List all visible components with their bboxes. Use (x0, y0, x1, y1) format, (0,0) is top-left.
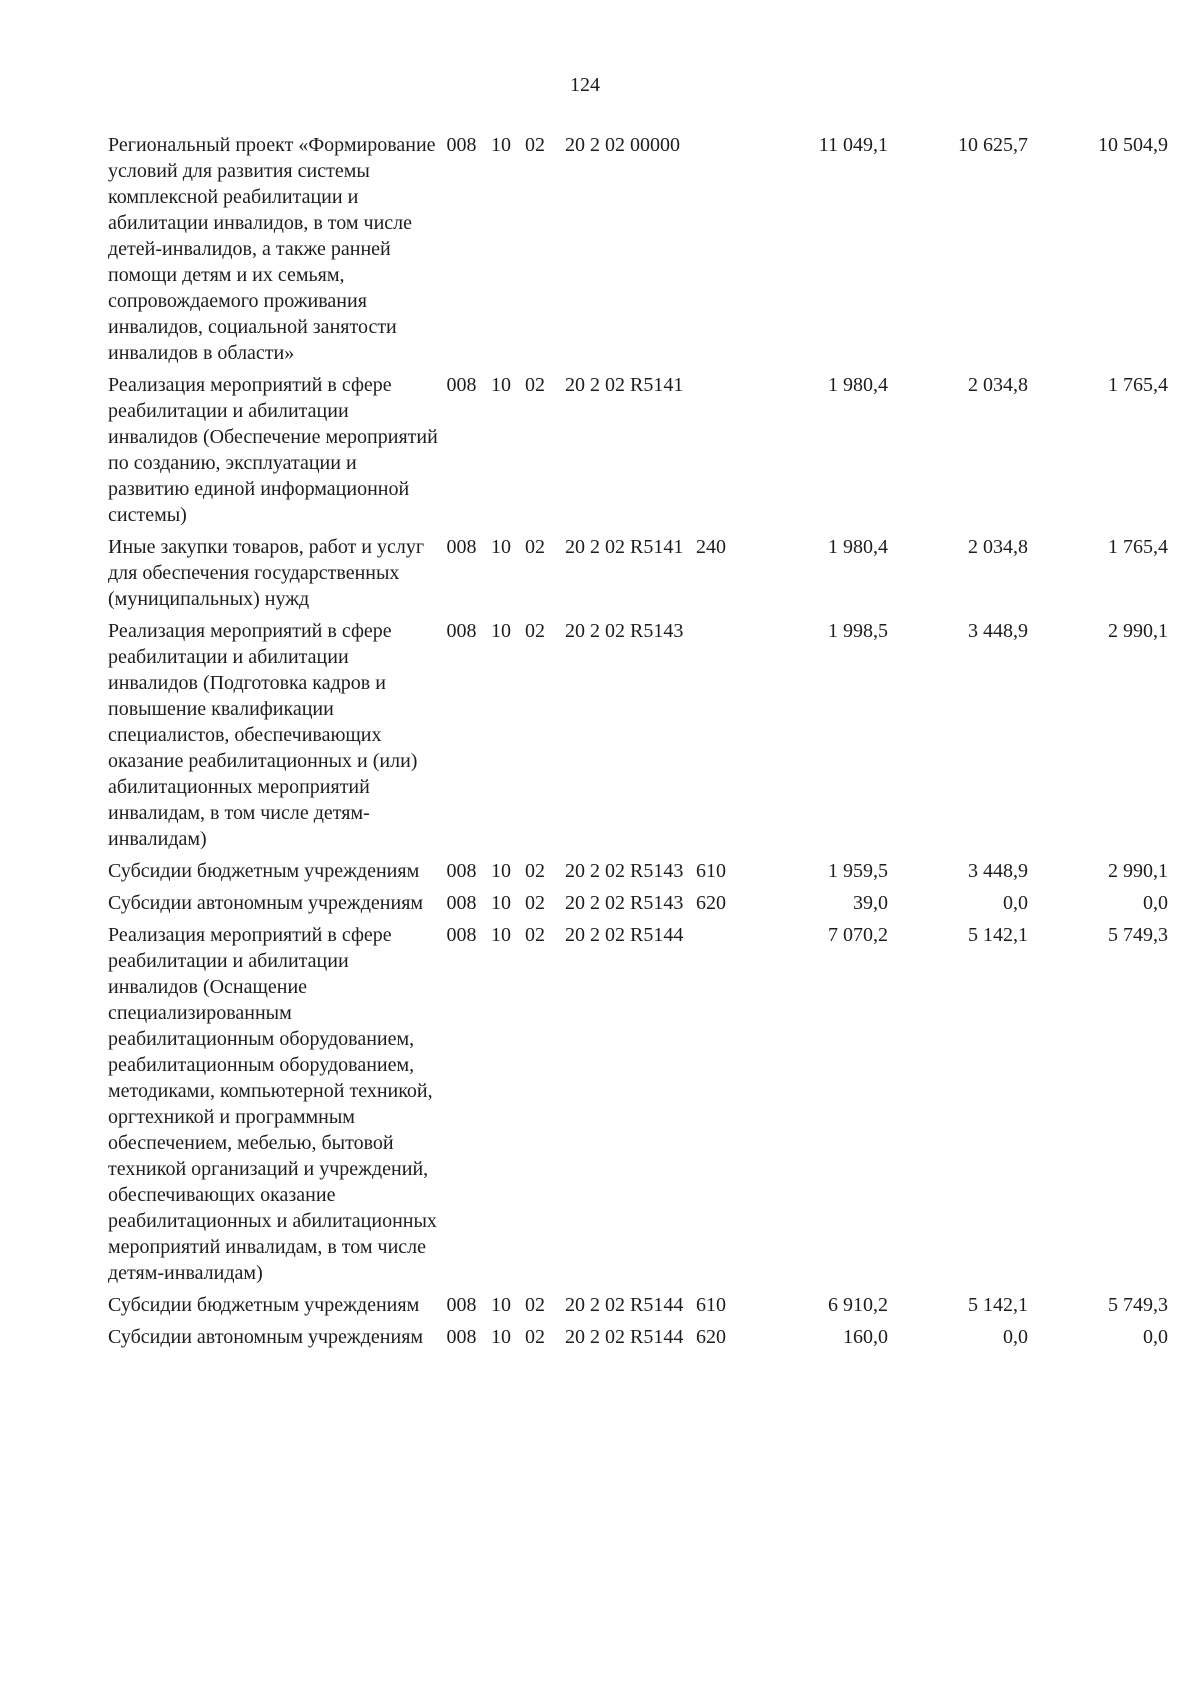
table-row (108, 1324, 1173, 1350)
amount-year-1: 160,0 (843, 1326, 888, 1348)
ministry-code: 008 (446, 134, 477, 156)
amount-year-3: 1 765,4 (1108, 536, 1168, 558)
table-row (108, 534, 1173, 612)
target-article-code: 20 2 02 R5143 (565, 860, 684, 882)
ministry-code: 008 (446, 1294, 477, 1316)
section-code: 10 (491, 1326, 511, 1348)
expense-type-code: 620 (696, 892, 726, 914)
section-code: 10 (491, 134, 511, 156)
amount-year-1: 1 998,5 (828, 620, 888, 642)
ministry-code: 008 (446, 374, 477, 396)
table-row (108, 922, 1173, 1286)
amount-year-3: 2 990,1 (1108, 620, 1168, 642)
amount-year-2: 5 142,1 (968, 924, 1028, 946)
amount-year-3: 0,0 (1143, 1326, 1168, 1348)
ministry-code: 008 (446, 892, 477, 914)
target-article-code: 20 2 02 R5143 (565, 892, 684, 914)
expense-type-code: 610 (696, 1294, 726, 1316)
amount-year-3: 0,0 (1143, 892, 1168, 914)
table-row (108, 618, 1173, 852)
ministry-code: 008 (446, 620, 477, 642)
table-row (108, 890, 1173, 916)
item-name: Субсидии автономным учреждениям (108, 1326, 424, 1348)
amount-year-2: 2 034,8 (968, 374, 1028, 396)
table-row (108, 132, 1173, 366)
target-article-code: 20 2 02 R5143 (565, 620, 684, 642)
amount-year-1: 39,0 (853, 892, 888, 914)
item-name: Реализация мероприятий в сфере реабилитации и абилитации инвалидов (Обеспечение мероприятий по созданию, эксплуатации и развитию единой информационной системы) (108, 374, 438, 526)
table-row (108, 1292, 1173, 1318)
item-name: Субсидии бюджетным учреждениям (108, 1294, 420, 1316)
section-code: 10 (491, 620, 511, 642)
section-code: 10 (491, 860, 511, 882)
expense-type-code: 620 (696, 1326, 726, 1348)
amount-year-2: 2 034,8 (968, 536, 1028, 558)
amount-year-2: 10 625,7 (958, 134, 1028, 156)
amount-year-3: 5 749,3 (1108, 1294, 1168, 1316)
amount-year-2: 3 448,9 (968, 620, 1028, 642)
subsection-code: 02 (525, 536, 545, 558)
subsection-code: 02 (525, 620, 545, 642)
target-article-code: 20 2 02 R5141 (565, 536, 684, 558)
expense-type-code: 610 (696, 860, 726, 882)
amount-year-1: 1 980,4 (828, 374, 888, 396)
target-article-code: 20 2 02 00000 (565, 134, 680, 156)
target-article-code: 20 2 02 R5144 (565, 1294, 684, 1316)
item-name: Субсидии автономным учреждениям (108, 892, 424, 914)
section-code: 10 (491, 536, 511, 558)
section-code: 10 (491, 1294, 511, 1316)
amount-year-1: 1 959,5 (828, 860, 888, 882)
target-article-code: 20 2 02 R5141 (565, 374, 684, 396)
section-code: 10 (491, 374, 511, 396)
subsection-code: 02 (525, 134, 545, 156)
section-code: 10 (491, 892, 511, 914)
item-name: Региональный проект «Формирование условий для развития системы комплексной реабилитации и абилитации инвалидов, в том числе детей-инвалидов, а также ранней помощи детям и их семьям, сопровождаемого проживания инвалидов, социальной занятости инвалидов в области» (108, 134, 436, 364)
amount-year-2: 0,0 (1003, 892, 1028, 914)
section-code: 10 (491, 924, 511, 946)
subsection-code: 02 (525, 1326, 545, 1348)
item-name: Иные закупки товаров, работ и услуг для обеспечения государственных (муниципальных) нужд (108, 536, 425, 610)
budget-table (108, 132, 1173, 1356)
amount-year-3: 10 504,9 (1098, 134, 1168, 156)
item-name: Реализация мероприятий в сфере реабилитации и абилитации инвалидов (Оснащение специализированным реабилитационным оборудованием, реабилитационным оборудованием, методиками, компьютерной техникой, оргтехникой и программным обеспечением, мебелью, бытовой техникой организаций и учреждений, обеспечивающих оказание реабилитационных и абилитационных мероприятий инвалидам, в том числе детям-инвалидам) (108, 924, 437, 1284)
subsection-code: 02 (525, 1294, 545, 1316)
amount-year-1: 6 910,2 (828, 1294, 888, 1316)
item-name: Субсидии бюджетным учреждениям (108, 860, 420, 882)
amount-year-2: 0,0 (1003, 1326, 1028, 1348)
amount-year-3: 2 990,1 (1108, 860, 1168, 882)
page-number: 124 (570, 74, 600, 96)
amount-year-1: 11 049,1 (818, 134, 888, 156)
ministry-code: 008 (446, 860, 477, 882)
amount-year-3: 5 749,3 (1108, 924, 1168, 946)
item-name: Реализация мероприятий в сфере реабилитации и абилитации инвалидов (Подготовка кадров и повышение квалификации специалистов, обеспечивающих оказание реабилитационных и (или) абилитационных мероприятий инвалидам, в том числе детям-инвалидам) (108, 620, 418, 850)
subsection-code: 02 (525, 374, 545, 396)
amount-year-1: 7 070,2 (828, 924, 888, 946)
amount-year-2: 5 142,1 (968, 1294, 1028, 1316)
target-article-code: 20 2 02 R5144 (565, 924, 684, 946)
amount-year-3: 1 765,4 (1108, 374, 1168, 396)
subsection-code: 02 (525, 892, 545, 914)
subsection-code: 02 (525, 924, 545, 946)
target-article-code: 20 2 02 R5144 (565, 1326, 684, 1348)
table-row (108, 858, 1173, 884)
amount-year-2: 3 448,9 (968, 860, 1028, 882)
subsection-code: 02 (525, 860, 545, 882)
expense-type-code: 240 (696, 536, 726, 558)
ministry-code: 008 (446, 536, 477, 558)
amount-year-1: 1 980,4 (828, 536, 888, 558)
table-row (108, 372, 1173, 528)
ministry-code: 008 (446, 1326, 477, 1348)
ministry-code: 008 (446, 924, 477, 946)
